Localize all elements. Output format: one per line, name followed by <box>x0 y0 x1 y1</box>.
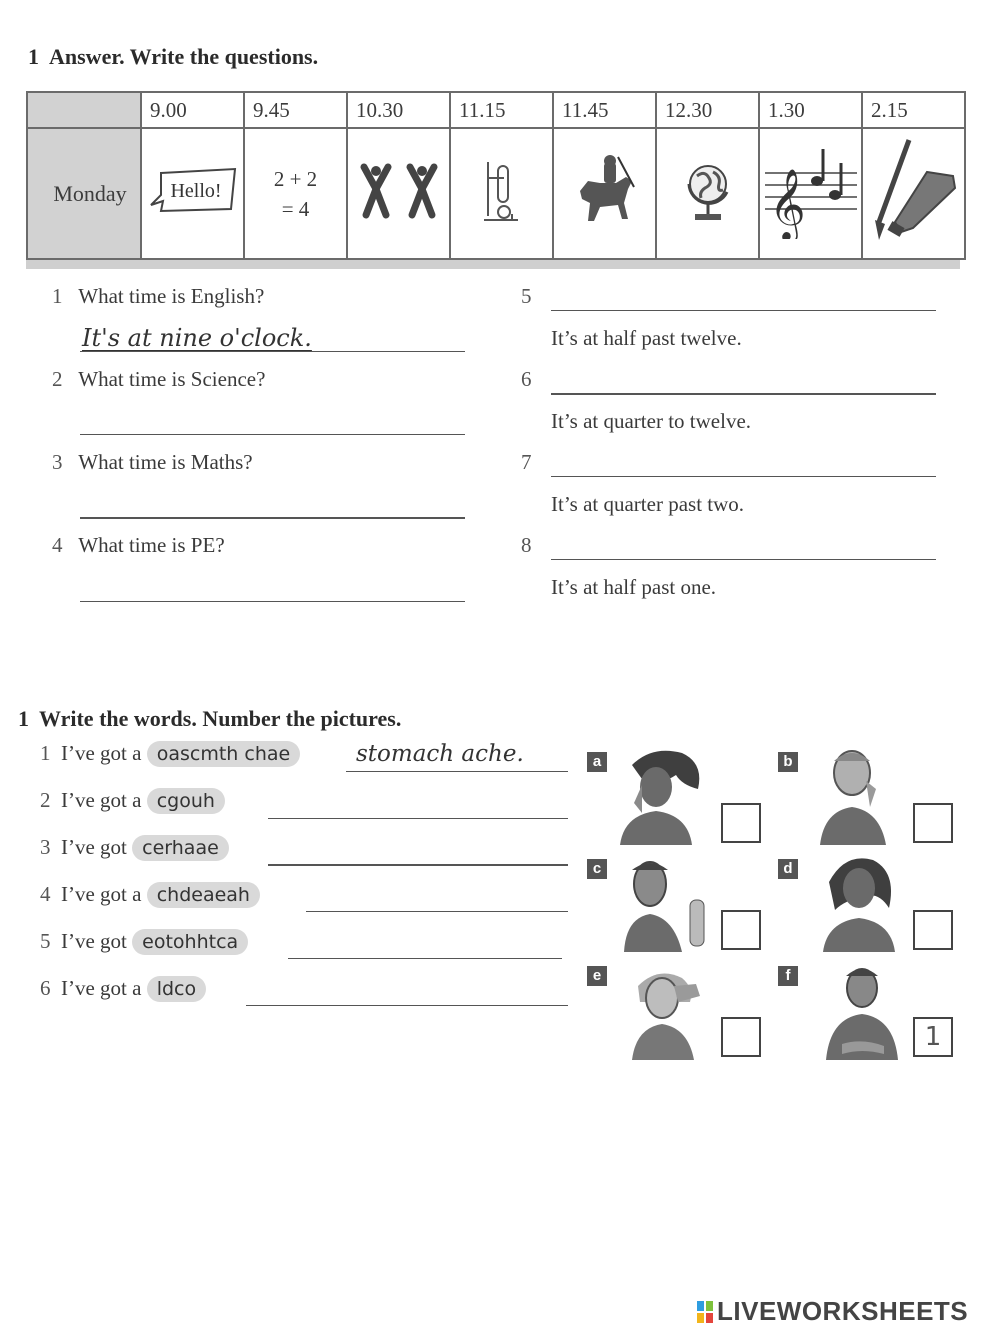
question-number: 2 <box>52 367 63 391</box>
word-item-1 <box>40 741 300 767</box>
scrambled-word: cgouh <box>147 788 225 814</box>
speech-bubble-icon <box>147 161 239 221</box>
answer-line-2[interactable] <box>80 434 465 435</box>
item-number: 5 <box>40 929 51 953</box>
word-line-1 <box>346 771 568 772</box>
question-number: 3 <box>52 450 63 474</box>
answer-line-1 <box>80 351 465 352</box>
geography-cell <box>656 128 759 259</box>
item-text: I’ve got <box>61 835 127 859</box>
example-word-answer: stomach ache. <box>356 741 524 767</box>
answer-8: It’s at half past one. <box>551 575 717 599</box>
item-text: I’ve got a <box>61 788 142 812</box>
knight-on-horse-icon <box>570 153 640 229</box>
example-answer: It's at nine o'clock. <box>82 324 312 352</box>
brand-logo <box>697 1296 968 1327</box>
item-number: 3 <box>40 835 51 859</box>
section2-heading <box>18 706 401 732</box>
girl-headache-picture <box>622 962 712 1060</box>
exercise-figures-icon <box>356 161 442 221</box>
time-cell: 9.00 <box>141 92 244 128</box>
time-cell: 9.45 <box>244 92 347 128</box>
item-text: I’ve got a <box>61 976 142 1000</box>
history-cell <box>553 128 656 259</box>
word-item-6 <box>40 976 206 1002</box>
picture-label-f: f <box>778 966 798 986</box>
globe-icon <box>683 158 733 224</box>
item-number: 1 <box>40 741 51 765</box>
picture-box-d[interactable] <box>913 910 953 950</box>
test-tube-icon <box>482 158 522 224</box>
question-line-5[interactable] <box>551 310 936 311</box>
question-3 <box>52 450 253 475</box>
maths-cell <box>244 128 347 259</box>
paintbrush-and-tube-icon <box>869 136 959 246</box>
picture-box-a[interactable] <box>721 803 761 843</box>
question-4 <box>52 533 225 558</box>
question-2 <box>52 367 265 392</box>
picture-label-c: c <box>587 859 607 879</box>
word-item-4 <box>40 882 260 908</box>
svg-text:𝄞: 𝄞 <box>768 167 806 239</box>
art-cell <box>862 128 965 259</box>
answer-line-4[interactable] <box>80 601 465 602</box>
question-5-number: 5 <box>521 284 532 308</box>
sum-top: 2 + 2 <box>273 166 318 191</box>
picture-label-e: e <box>587 966 607 986</box>
word-item-5 <box>40 929 248 955</box>
picture-label-a: a <box>587 752 607 772</box>
girl-earache-picture <box>612 745 712 845</box>
boy-stomach-ache-picture <box>818 962 908 1060</box>
item-text: I’ve got a <box>61 882 142 906</box>
sum-bottom: = 4 <box>281 196 310 221</box>
music-cell <box>759 128 862 259</box>
question-text: What time is PE? <box>78 533 225 557</box>
item-number: 4 <box>40 882 51 906</box>
answer-7: It’s at quarter past two. <box>551 492 745 516</box>
picture-box-e[interactable] <box>721 1017 761 1057</box>
time-cell: 2.15 <box>862 92 965 128</box>
scrambled-word: eotohhtca <box>132 929 248 955</box>
logo-mark-icon <box>697 1299 713 1321</box>
girl-cold-picture <box>815 852 905 952</box>
scrambled-word: ldco <box>147 976 206 1002</box>
pe-cell <box>347 128 450 259</box>
speech-text: Hello! <box>169 180 222 202</box>
question-line-8[interactable] <box>551 559 936 560</box>
scrambled-word: chdeaeah <box>147 882 260 908</box>
section1-number: 1 <box>28 44 39 69</box>
scrambled-word: oascmth chae <box>147 741 300 767</box>
question-line-7[interactable] <box>551 476 936 477</box>
question-text: What time is English? <box>78 284 265 308</box>
timetable <box>26 91 966 260</box>
picture-box-c[interactable] <box>721 910 761 950</box>
word-item-3 <box>40 835 229 861</box>
timetable-corner <box>27 92 141 128</box>
question-line-6[interactable] <box>551 393 936 395</box>
time-cell: 1.30 <box>759 92 862 128</box>
boy-cough-picture <box>612 852 712 952</box>
word-line-2[interactable] <box>268 818 568 819</box>
time-cell: 10.30 <box>347 92 450 128</box>
question-6-number: 6 <box>521 367 532 391</box>
question-text: What time is Maths? <box>78 450 253 474</box>
question-8-number: 8 <box>521 533 532 557</box>
word-line-6[interactable] <box>246 1005 568 1006</box>
answer-5: It’s at half past twelve. <box>551 326 742 350</box>
science-cell <box>450 128 553 259</box>
english-cell <box>141 128 244 259</box>
word-line-5[interactable] <box>288 958 562 959</box>
picture-box-f: 1 <box>913 1017 953 1057</box>
word-line-3[interactable] <box>268 864 568 866</box>
time-cell: 11.45 <box>553 92 656 128</box>
answer-line-3[interactable] <box>80 517 465 519</box>
picture-label-d: d <box>778 859 798 879</box>
time-cell: 12.30 <box>656 92 759 128</box>
item-number: 6 <box>40 976 51 1000</box>
answer-6: It’s at quarter to twelve. <box>551 409 752 433</box>
question-text: What time is Science? <box>78 367 266 391</box>
section2-title: Write the words. Number the pictures. <box>39 706 402 731</box>
picture-label-b: b <box>778 752 798 772</box>
question-number: 1 <box>52 284 63 308</box>
section1-heading <box>28 44 318 70</box>
music-notes-icon <box>763 143 859 239</box>
boy-toothache-picture <box>810 745 900 845</box>
word-line-4[interactable] <box>306 911 568 912</box>
item-number: 2 <box>40 788 51 812</box>
section2-number: 1 <box>18 706 29 731</box>
item-text: I’ve got <box>61 929 127 953</box>
word-item-2 <box>40 788 225 814</box>
question-7-number: 7 <box>521 450 532 474</box>
time-cell: 11.15 <box>450 92 553 128</box>
picture-box-b[interactable] <box>913 803 953 843</box>
question-1 <box>52 284 264 309</box>
timetable-shadow <box>26 259 960 269</box>
item-text: I’ve got a <box>61 741 142 765</box>
scrambled-word: cerhaae <box>132 835 229 861</box>
section1-title: Answer. Write the questions. <box>49 44 319 69</box>
question-number: 4 <box>52 533 63 557</box>
brand-text: LIVEWORKSHEETS <box>717 1296 969 1326</box>
day-label: Monday <box>27 128 141 259</box>
